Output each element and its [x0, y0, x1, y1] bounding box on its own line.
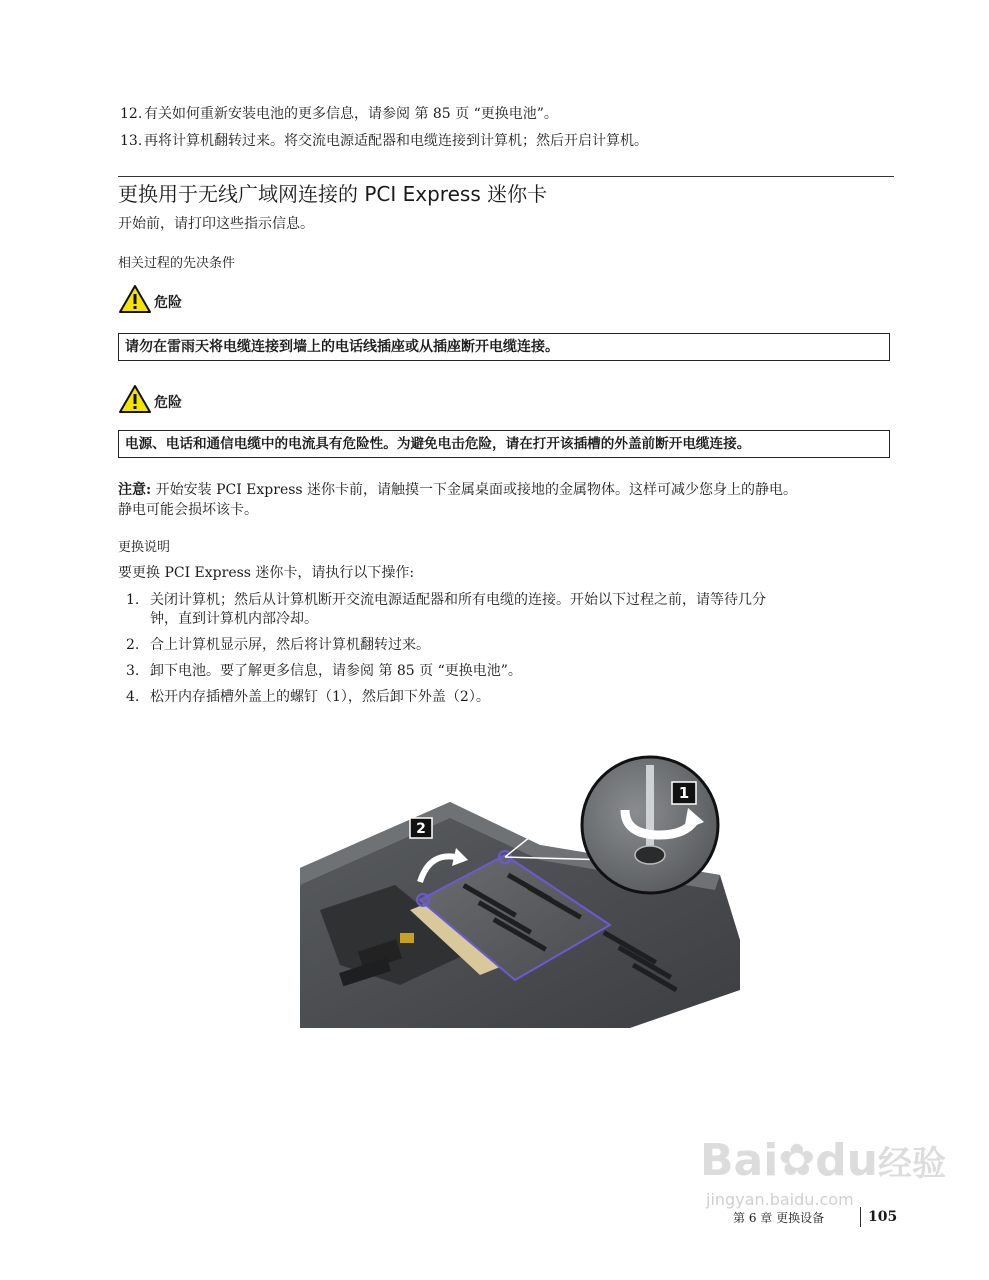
note-line-1: [118, 480, 797, 500]
instruction-step-4: [126, 687, 490, 707]
danger-heading-1: [118, 280, 182, 314]
step-text: 合上计算机显示屏，然后将计算机翻转过来。: [150, 637, 430, 653]
note-line-2: 静电可能会损坏该卡。: [118, 502, 258, 518]
danger-box-2: 电源、电话和通信电缆中的电流具有危险性。为避免电击危险，请在打开该插槽的外盖前断开电缆连接。: [118, 430, 890, 458]
page-number: 105: [868, 1209, 898, 1225]
watermark-cn: 经验: [878, 1144, 947, 1184]
warning-icon: [118, 284, 152, 314]
step-text: 卸下电池。要了解更多信息，请参阅 第 85 页 “更换电池”。: [150, 663, 522, 679]
callout-1-label: 1: [678, 784, 690, 802]
screw-head: [635, 846, 665, 864]
instructions-heading: 更换说明: [118, 540, 171, 555]
danger-label: 危险: [154, 395, 182, 411]
step-number: 12.: [120, 106, 143, 122]
instruction-step-1-cont: 钟，直到计算机内部冷却。: [150, 611, 318, 627]
footer-chapter: 第 6 章 更换设备: [733, 1211, 825, 1225]
danger-box-1: 请勿在雷雨天将电缆连接到墙上的电话线插座或从插座断开电缆连接。: [118, 333, 890, 361]
watermark-brand: Bai: [700, 1135, 779, 1186]
step-number: 4.: [126, 689, 140, 705]
step-text: 再将计算机翻转过来。将交流电源适配器和电缆连接到计算机；然后开启计算机。: [144, 133, 648, 149]
paw-icon: ✿: [778, 1135, 816, 1186]
callout-2-label: 2: [416, 821, 426, 837]
note-label: 注意:: [118, 482, 152, 498]
step-text: 松开内存插槽外盖上的螺钉（1），然后卸下外盖（2）。: [150, 689, 490, 705]
warning-icon: [118, 384, 152, 414]
section-intro: 开始前，请打印这些指示信息。: [118, 216, 314, 232]
step-number: 3.: [126, 663, 140, 679]
step-text: 有关如何重新安装电池的更多信息，请参阅 第 85 页 “更换电池”。: [144, 106, 558, 122]
step-text: 关闭计算机；然后从计算机断开交流电源适配器和所有电缆的连接。开始以下过程之前，请等待几分: [150, 592, 766, 608]
step-number: 2.: [126, 637, 140, 653]
instruction-step-1: [126, 590, 766, 610]
card-connector: [400, 933, 414, 943]
section-rule: [118, 176, 894, 177]
step-number: 1.: [126, 592, 140, 608]
instruction-step-2: [126, 635, 430, 655]
danger-heading-2: [118, 380, 182, 414]
instructions-intro: 要更换 PCI Express 迷你卡，请执行以下操作:: [118, 565, 415, 581]
watermark-url: jingyan.baidu.com: [706, 1190, 854, 1209]
note-text: 开始安装 PCI Express 迷你卡前，请触摸一下金属桌面或接地的金属物体。这样可减少您身上的静电。: [155, 482, 798, 498]
step-12: [120, 104, 558, 124]
footer-divider: [860, 1207, 861, 1227]
watermark-brand-2: du: [815, 1135, 879, 1186]
step-13: [120, 131, 648, 151]
prereq-heading: 相关过程的先决条件: [118, 256, 236, 271]
step-number: 13.: [120, 133, 143, 149]
instruction-step-3: [126, 661, 522, 681]
danger-label: 危险: [154, 295, 182, 311]
laptop-illustration: [300, 750, 740, 1030]
section-title: 更换用于无线广域网连接的 PCI Express 迷你卡: [118, 182, 548, 206]
